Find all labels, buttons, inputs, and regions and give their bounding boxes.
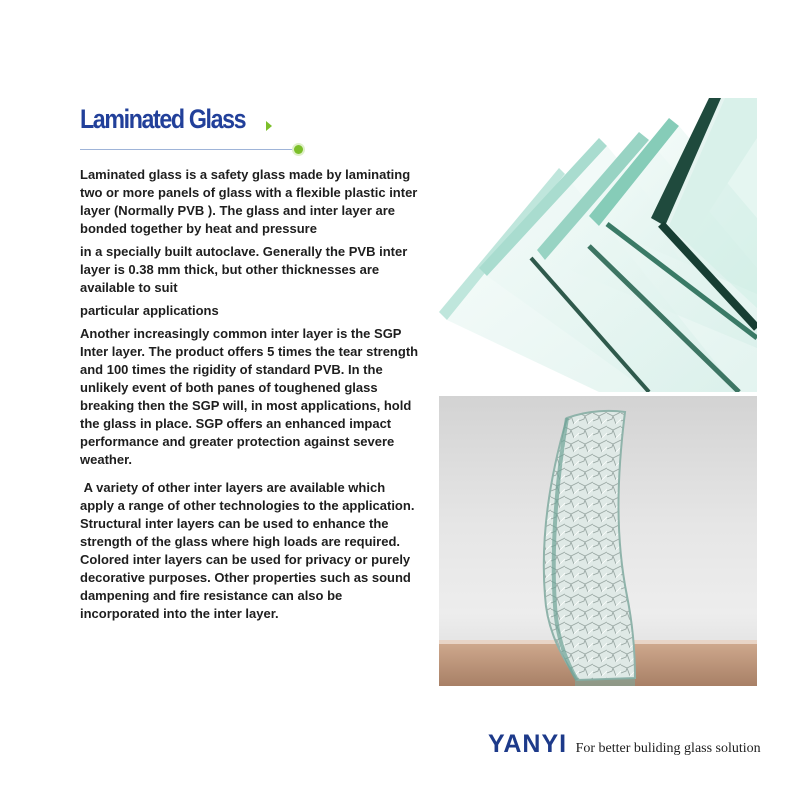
stacked-glass-panels-photo xyxy=(439,98,757,392)
shattered-laminated-glass-photo xyxy=(439,396,757,686)
brand-tagline: For better buliding glass solution xyxy=(575,741,761,756)
paragraph-other-interlayers: A variety of other inter layers are available which apply a range of other technologies to the application. Structural inter layers can be used to enhance the strength of the glass where high loads are required. Colored inter layers can be used for privacy or purely decorative purposes. Other properties such as sound dampening and fire resistance can also be incorporated into the inter layer. xyxy=(80,480,415,621)
paragraph-intro: Laminated glass is a safety glass made by laminating two or more panels of glass with a flexible plastic inter layer (Normally PVB ). The glass and inter layer are bonded together by heat and pressure xyxy=(80,167,418,236)
paragraph-applications: particular applications xyxy=(80,303,219,318)
paragraph-sgp: Another increasingly common inter layer is the SGP Inter layer. The product offers 5 times the tear strength and 100 times the rigidity of standard PVB. In the unlikely event of both panes of toughened glass breaking then the SGP will, in most applications, hold the glass in place. SGP offers an enhanced impact performance and greater protection against severe weather. xyxy=(80,326,419,467)
description-text xyxy=(80,166,420,628)
brand-logo: YANYI xyxy=(488,730,568,758)
section-title: Laminated Glass xyxy=(80,104,246,134)
bullet-dot-icon xyxy=(294,145,303,154)
arrow-right-icon xyxy=(266,121,272,131)
brand-footer xyxy=(488,730,761,759)
title-underline xyxy=(80,149,296,150)
paragraph-autoclave: in a specially built autoclave. Generally the PVB inter layer is 0.38 mm thick, but other thicknesses are available to suit xyxy=(80,244,408,295)
